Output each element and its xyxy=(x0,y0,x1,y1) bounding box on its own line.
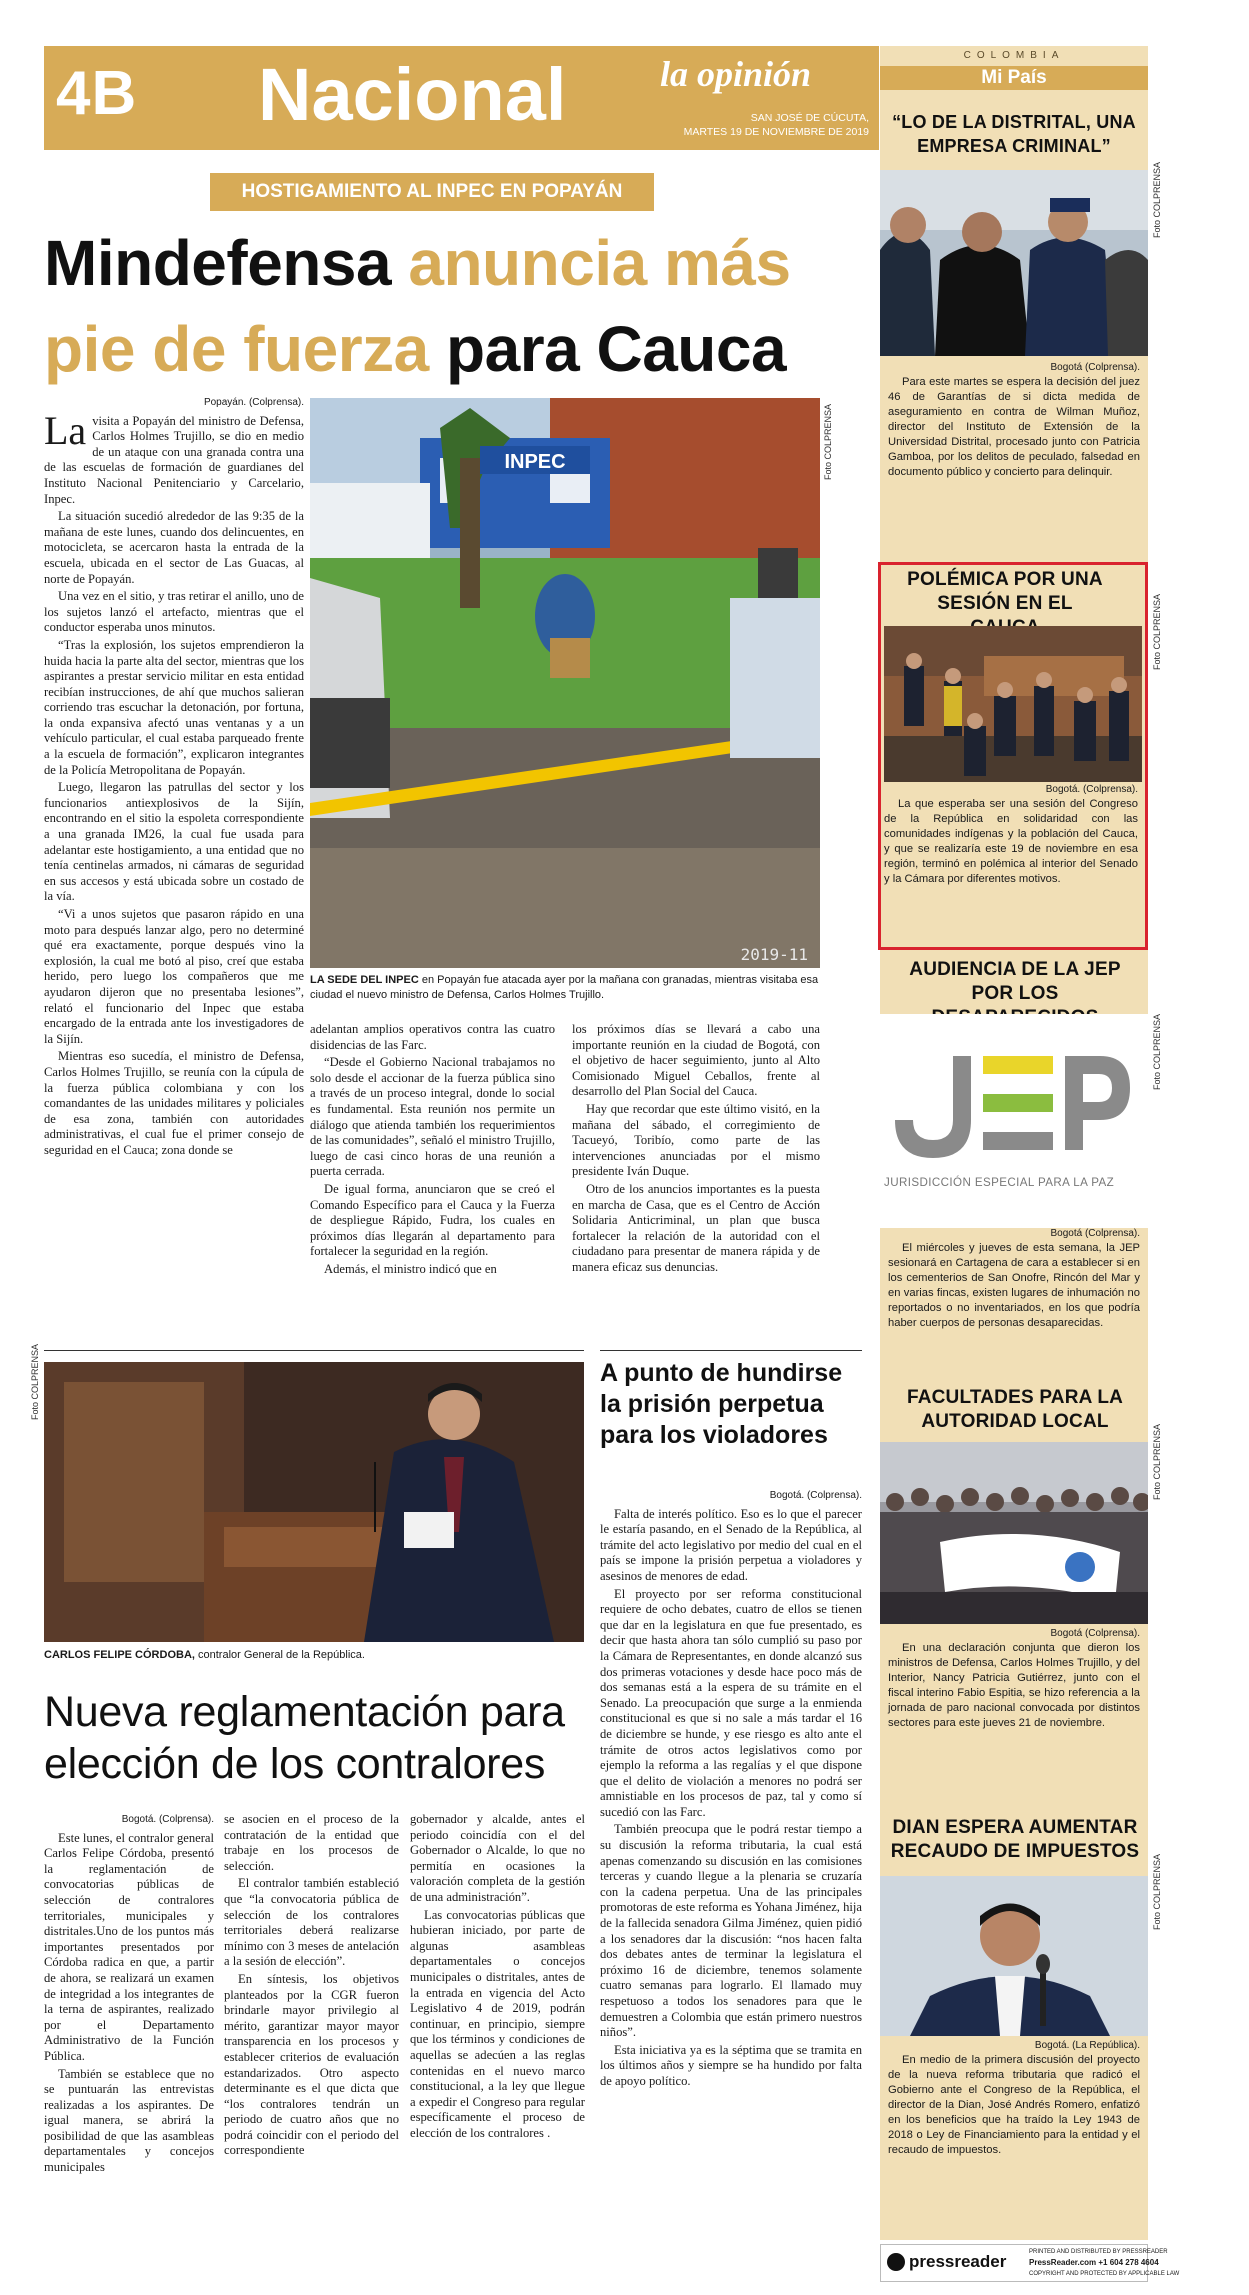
pressreader-line1: PRINTED AND DISTRIBUTED BY PRESSREADER xyxy=(1029,2249,1168,2255)
contralores-dateline: Bogotá. (Colprensa). xyxy=(121,1814,214,1825)
jep-credit: Bogotá (Colprensa). xyxy=(1050,1228,1140,1239)
contralores-col1 xyxy=(44,1812,214,2178)
jep-logo-subtitle: JURISDICCIÓN ESPECIAL PARA LA PAZ xyxy=(884,1176,1115,1189)
kicker-label: HOSTIGAMIENTO AL INPEC EN POPAYÁN xyxy=(210,173,654,211)
prision-body xyxy=(600,1488,862,2092)
dian-photo-illustration xyxy=(880,1876,1148,2036)
jep-photo-credit: Foto COLPRENSA xyxy=(1152,1013,1162,1090)
dian-title: DIAN ESPERA AUMENTAR RECAUDO DE IMPUESTOS xyxy=(890,1817,1140,1862)
main-paragraph: Otro de los anuncios importantes es la puesta en marcha de Casa, que es el Centro de Acción Solidaria Anticriminal, un plan que busca fortalecer la relación de la autoridad con el ciudadano para presentar de manera rápida y de manera eficaz sus denuncias. xyxy=(572,1181,820,1274)
pressreader-badge[interactable] xyxy=(880,2244,1180,2282)
pressreader-line2: PressReader.com +1 604 278 4604 xyxy=(1029,2258,1159,2267)
distrital-photo-credit: Foto COLPRENSA xyxy=(1152,161,1162,238)
contralor-caption-text: contralor General de la República. xyxy=(194,1649,365,1661)
contralores-paragraph: Este lunes, el contralor general Carlos Felipe Córdoba, presentó la reglamentación de convocatorias públicas de selección de contralores territoriales, municipales y distritales.Uno de los puntos más importantes presentados por Córdoba radica en que, a partir de ahora, se realizará un examen de integridad a los integrantes de la terna de aspirantes, realizado por el Departamento Administrativo de la Función Pública. xyxy=(44,1830,214,2063)
contralores-col2 xyxy=(224,1812,399,2161)
main-paragraph: “Tras la explosión, los sujetos emprendieron la huida hacia la parte alta del sector, mientras que los aspirantes a prestar servicio militar en esta entidad recibían instrucciones, de ahí que muchos salieran corriendo tras escuchar la detonación, por fortuna, la onda expansiva afectó unas ventanas y a un vehículo particular, el cual estaba parqueado frente a la escuela de formación”, explicaron integrantes de la Policía Metropolitana de Popayán. xyxy=(44,637,304,777)
jep-title: AUDIENCIA DE LA JEP POR LOS xyxy=(909,959,1121,1004)
distrital-photo-illustration xyxy=(880,170,1148,356)
distrital-text: Para este martes se espera la decisión del juez 46 de Garantías de si dicta medida de aseguramiento en contra de Wilman Muñoz, director del Instituto de Extensión de la Universidad Distrital, procesado junto con Patricia Gamboa, por los delitos de peculado, falsedad en documento público y concierto para delinquir. xyxy=(888,376,1140,478)
dian-photo-credit: Foto COLPRENSA xyxy=(1152,1853,1162,1930)
inpec-photo-illustration xyxy=(310,398,820,968)
polemica-text: La que esperaba ser una sesión del Congreso de la República en solidaridad con las comunidades indígenas y la población del Cauca, y que se realizaría este 19 de noviembre en esa región, terminó en polémica al interior del Senado y la Cámara por diferentes motivos. xyxy=(884,798,1138,885)
facultades-photo xyxy=(880,1442,1148,1624)
main-article-col1 xyxy=(44,395,304,1161)
contralores-paragraph: También se establece que no se puntuarán las entrevistas realizadas a los aspirantes. De igual manera, se abrirá la posibilidad de que las asambleas departamentales y concejos municipales xyxy=(44,2066,214,2175)
main-article-col2 xyxy=(310,1022,555,1280)
contralores-paragraph: Las convocatorias públicas que hubieran iniciado, por parte de algunas asambleas departamentales o concejos municipales o distritales, antes de la entrada en vigencia del Acto Legislativo 4 de 2019, podrán continuar, en principio, siempre que los términos y condiciones de aquellas se adecúen a las reglas contenidas en el nuevo marco constitucional, a la ley que llegue a expedir el Congreso para regular específicamente el proceso de elección de los contralores . xyxy=(410,1907,585,2140)
facultades-text-block xyxy=(888,1628,1140,1731)
polemica-text-block xyxy=(884,784,1138,887)
header-date: MARTES 19 DE NOVIEMBRE DE 2019 xyxy=(683,126,869,138)
contralores-paragraph: El contralor también estableció que “la convocatoria pública de selección de los contralores territoriales deberá realizarse mínimo con 3 meses de antelación a la sesión de elección”. xyxy=(224,1876,399,1969)
jep-logo-mark xyxy=(885,1048,1135,1158)
prision-paragraph: Esta iniciativa ya es la séptima que se tramita en los últimos años y siempre se ha hundido por falta de apoyo político. xyxy=(600,2042,862,2088)
photo-timestamp: 2019-11 xyxy=(740,945,808,964)
prision-paragraph: El proyecto por ser reforma constitucional requiere de ocho debates, cuatro de ellos se tienen que dar en la legislatura en que fue presentado, es decir que hasta ahora tan sólo cumplió su paso por la Cámara de Representantes, en donde alcanzó sus dos primeras votaciones y desde hace poco más de dos semanas está a la espera de su trámite en el Senado. La preocupación que surge a la enmienda constitucional es que si no sale a más tardar el 16 de diciembre se hunde, y ese riesgo es alto ante el trámite de otros actos legislativos como por ejemplo la reforma a las regalías y el que dispone que el delito de violación a menores no podrá ser amnistiable en los procesos de paz, tal y como sí sucedió con las Farc. xyxy=(600,1586,862,1819)
main-paragraph: los próximos días se llevará a cabo una importante reunión en la ciudad de Bogotá, con el objetivo de hacer seguimiento, junto al Alto Comisionado Miguel Ceballos, frente al desarrollo del Plan Social del Cauca. xyxy=(572,1022,820,1099)
contralor-photo-credit: Foto COLPRENSA xyxy=(30,1343,40,1420)
facultades-credit: Bogotá (Colprensa). xyxy=(1050,1628,1140,1639)
main-paragraph: Hay que recordar que este último visitó, en la mañana del sábado, el corregimiento de Tacueyó, Toribío, como parte de las intervenciones anunciadas por el mismo presidente Iván Duque. xyxy=(572,1101,820,1179)
main-paragraph: Mientras eso sucedía, el ministro de Defensa, Carlos Holmes Trujillo, se reunía con la cúpula de la fuerza pública colombiana y con los comandantes de las unidades militares y policiales de esa zona, también con autoridades administrativas, el cual fue el primer consejo de seguridad en el Cauca; zona donde se xyxy=(44,1049,304,1157)
section-title: Nacional xyxy=(258,53,567,136)
inpec-sign-text: INPEC xyxy=(504,451,566,473)
section-divider xyxy=(44,1350,584,1351)
main-paragraph: adelantan amplios operativos contra las cuatro disidencias de las Farc. xyxy=(310,1022,555,1052)
facultades-title: FACULTADES PARA LA AUTORIDAD LOCAL xyxy=(906,1387,1124,1432)
jep-text-block xyxy=(888,1228,1140,1331)
polemica-photo-illustration xyxy=(884,626,1142,782)
headline-part2: anuncia más xyxy=(408,227,791,299)
main-paragraph: “Vi a unos sujetos que pasaron rápido en una moto para después lanzar algo, pero no determiné qué era exactamente, porque después vino la explosión, la cual me botó al piso, creí que estaba herido, pero luego los compañeros que me ayudaron dijeron que no presentaba lesiones”, relató el funcionario del Inpec que estaba encargado de la entrada ante los investigadores de la Sijín. xyxy=(44,907,304,1046)
main-headline xyxy=(44,220,874,392)
newspaper-logo: la opinión xyxy=(660,54,812,94)
inpec-photo xyxy=(310,398,820,968)
headline-part3: pie de fuerza xyxy=(44,313,429,385)
prision-paragraph: Falta de interés político. Eso es lo que el parecer le estaría pasando, en el Senado de la República, al trámite del acto legislativo por medio del cual en el país se impone la prisión perpetua a violadores y asesinos de menores de edad. xyxy=(600,1506,862,1583)
jep-logo xyxy=(885,1048,1135,1158)
main-paragraph: La situación sucedió alrededor de las 9:35 de la mañana de este lunes, cuando dos delincuentes, en motocicleta, se acercaron hasta la entrada de la escuela, ubicada en el sector de Las Guacas, al norte de Popayán. xyxy=(44,509,304,586)
contralor-caption xyxy=(44,1648,584,1663)
pressreader-line3: COPYRIGHT AND PROTECTED BY APPLICABLE LAW xyxy=(1029,2271,1180,2277)
contralor-photo-illustration xyxy=(44,1362,584,1642)
section-divider xyxy=(600,1350,862,1351)
contralor-photo xyxy=(44,1362,584,1642)
inpec-sign xyxy=(480,446,590,474)
polemica-title: POLÉMICA POR UNA SESIÓN EN EL xyxy=(907,569,1103,614)
main-paragraph: “Desde el Gobierno Nacional trabajamos no solo desde el accionar de la fuerza pública sino a través de un proceso integral, donde lo social es fundamental. Esta reunión nos permite un diálogo que atienda también los requerimientos de las comunidades”, señaló el ministro Trujillo, luego de casi cinco horas de una reunión a puerta cerrada. xyxy=(310,1055,555,1179)
main-article-col3 xyxy=(572,1022,820,1278)
contralores-paragraph: se asocien en el proceso de la contratación de la entidad que trabaje en los procesos de selección. xyxy=(224,1812,399,1873)
polemica-photo xyxy=(884,626,1142,782)
inpec-caption-text: en Popayán fue atacada ayer por la mañana con granadas, mientras visitaba esa ciudad el nuevo ministro de Defensa, Carlos Holmes Trujillo. xyxy=(310,974,819,1001)
inpec-caption xyxy=(310,973,820,1003)
page-number: 4B xyxy=(56,59,138,128)
main-paragraph: visita a Popayán del ministro de Defensa, Carlos Holmes Trujillo, se dio en medio de un ataque con una granada contra una de las escuelas de formación de guardianes del Instituto Nacional Penitenciario y Carcelario, Inpec. xyxy=(44,413,304,506)
pressreader-logo-icon xyxy=(887,2253,905,2271)
facultades-photo-illustration xyxy=(880,1442,1148,1624)
pressreader-brand: pressreader xyxy=(909,2252,1007,2271)
dian-text-block xyxy=(888,2040,1140,2158)
facultades-photo-credit: Foto COLPRENSA xyxy=(1152,1423,1162,1500)
distrital-title: “LO DE LA DISTRITAL, UNA EMPRESA CRIMINAL” xyxy=(892,112,1136,156)
header-city: SAN JOSÉ DE CÚCUTA, xyxy=(750,112,869,124)
facultades-text: En una declaración conjunta que dieron los ministros de Defensa, Carlos Holmes Trujillo, y del Interior, Nancy Patricia Gutiérrez, junto con el fiscal interino Fabio Espitia, se hizo referencia a la jornada de paro nacional convocada por distintos sectores para este jueves 21 de noviembre. xyxy=(888,1642,1140,1729)
contralores-headline: Nueva reglamentación para elección de los contralores xyxy=(44,1688,565,1788)
main-dateline: Popayán. (Colprensa). xyxy=(203,397,304,408)
distrital-text-block xyxy=(888,362,1140,480)
contralores-paragraph: gobernador y alcalde, antes el periodo coincidía con el del Gobernador o Alcalde, lo que no permitía en ocasiones la valoración completa de la gestión de una administración”. xyxy=(410,1812,585,1904)
sidebar-name: Mi País xyxy=(880,66,1148,90)
drop-cap: La xyxy=(44,407,87,453)
main-paragraph: Además, el ministro indicó que en xyxy=(324,1261,497,1276)
prision-paragraph: También preocupa que le podrá restar tiempo a su discusión la reforma tributaria, la cual está apenas comenzando su discusión en las comisiones terceras y cuando llegue a la plenaria se cruzaría con la cadena perpetua. Una de las principales promotoras de este reforma es Yohana Jiménez, hija de la fallecida senadora Gilma Jiménez, quien pidió a los senadores dar la discusión: “nos hacen falta dos debates antes de terminar la legislatura el próximo 16 de diciembre, tenemos solamente cuatro semanas para lograrlo. El llamado muy respetuoso a todos los senadores para que le demuestren a Colombia que están primero nuestros niños”. xyxy=(600,1822,862,2040)
dian-credit: Bogotá. (La República). xyxy=(1034,2040,1140,2051)
prision-dateline: Bogotá. (Colprensa). xyxy=(769,1490,862,1501)
distrital-credit: Bogotá (Colprensa). xyxy=(1050,362,1140,373)
prision-headline: A punto de hundirse la prisión perpetua para los violadores xyxy=(600,1359,843,1449)
polemica-credit: Bogotá. (Colprensa). xyxy=(1045,784,1138,795)
contralor-caption-bold: CARLOS FELIPE CÓRDOBA, xyxy=(44,1649,195,1661)
contralores-col3 xyxy=(410,1812,585,2143)
sidebar-kicker: COLOMBIA xyxy=(963,50,1065,61)
dian-text: En medio de la primera discusión del proyecto de la nueva reforma tributaria que radicó el Gobierno ante el Congreso de la República, el director de la Dian, José Andrés Romero, enfatizó en los beneficios que ha traído la Ley 1943 de 2018 o Ley de Financiamiento para la entidad y el recaudo de impuestos. xyxy=(888,2054,1140,2156)
main-paragraph: Una vez en el sitio, y tras retirar el anillo, uno de los sujetos lanzó el artefacto, mientras que el conductor esperaba unos minutos. xyxy=(44,589,304,635)
headline-part4: para Cauca xyxy=(428,313,787,385)
polemica-photo-credit: Foto COLPRENSA xyxy=(1152,593,1162,670)
headline-part1: Mindefensa xyxy=(44,227,409,299)
inpec-caption-bold: LA SEDE DEL INPEC xyxy=(310,974,419,986)
jep-text: El miércoles y jueves de esta semana, la JEP sesionará en Cartagena de cara a establecer si en los cementerios de San Onofre, Rincón del Mar y en varias fincas, existen lugares de inhumación no reportados o no inventariados, en los que podría haber cuerpos de personas desaparecidas. xyxy=(888,1242,1140,1329)
contralores-paragraph: En síntesis, los objetivos planteados por la CGR fueron brindarle mayor privilegio al mérito, garantizar mayor mayor transparencia en los procesos y establecer criterios de evaluación estandarizados. Otro aspecto determinante es el que dicta que “los contralores tendrán un periodo de cuatro años que no podrá coincidir con el periodo del correspondiente xyxy=(224,1971,399,2158)
main-paragraph: Luego, llegaron las patrullas del sector y los funcionarios antiexplosivos de la Sijín, encontrando en el sitio la espoleta correspondiente a una granada IM26, la cual fue usada para adelantar este hostigamiento, a una entidad que no tenía centinelas armados, ni cámaras de seguridad en sus accesos y está ubicada sobre un costado de la vía. xyxy=(44,780,304,904)
inpec-photo-credit: Foto COLPRENSA xyxy=(823,403,833,480)
main-paragraph: De igual forma, anunciaron que se creó el Comando Específico para el Cauca y la Fuerza de despliegue Rápido, Fudra, los cuales en próximos días llegarán al departamento para fortalecer la seguridad en la región. xyxy=(310,1181,555,1259)
dian-photo xyxy=(880,1876,1148,2036)
distrital-photo xyxy=(880,170,1148,356)
